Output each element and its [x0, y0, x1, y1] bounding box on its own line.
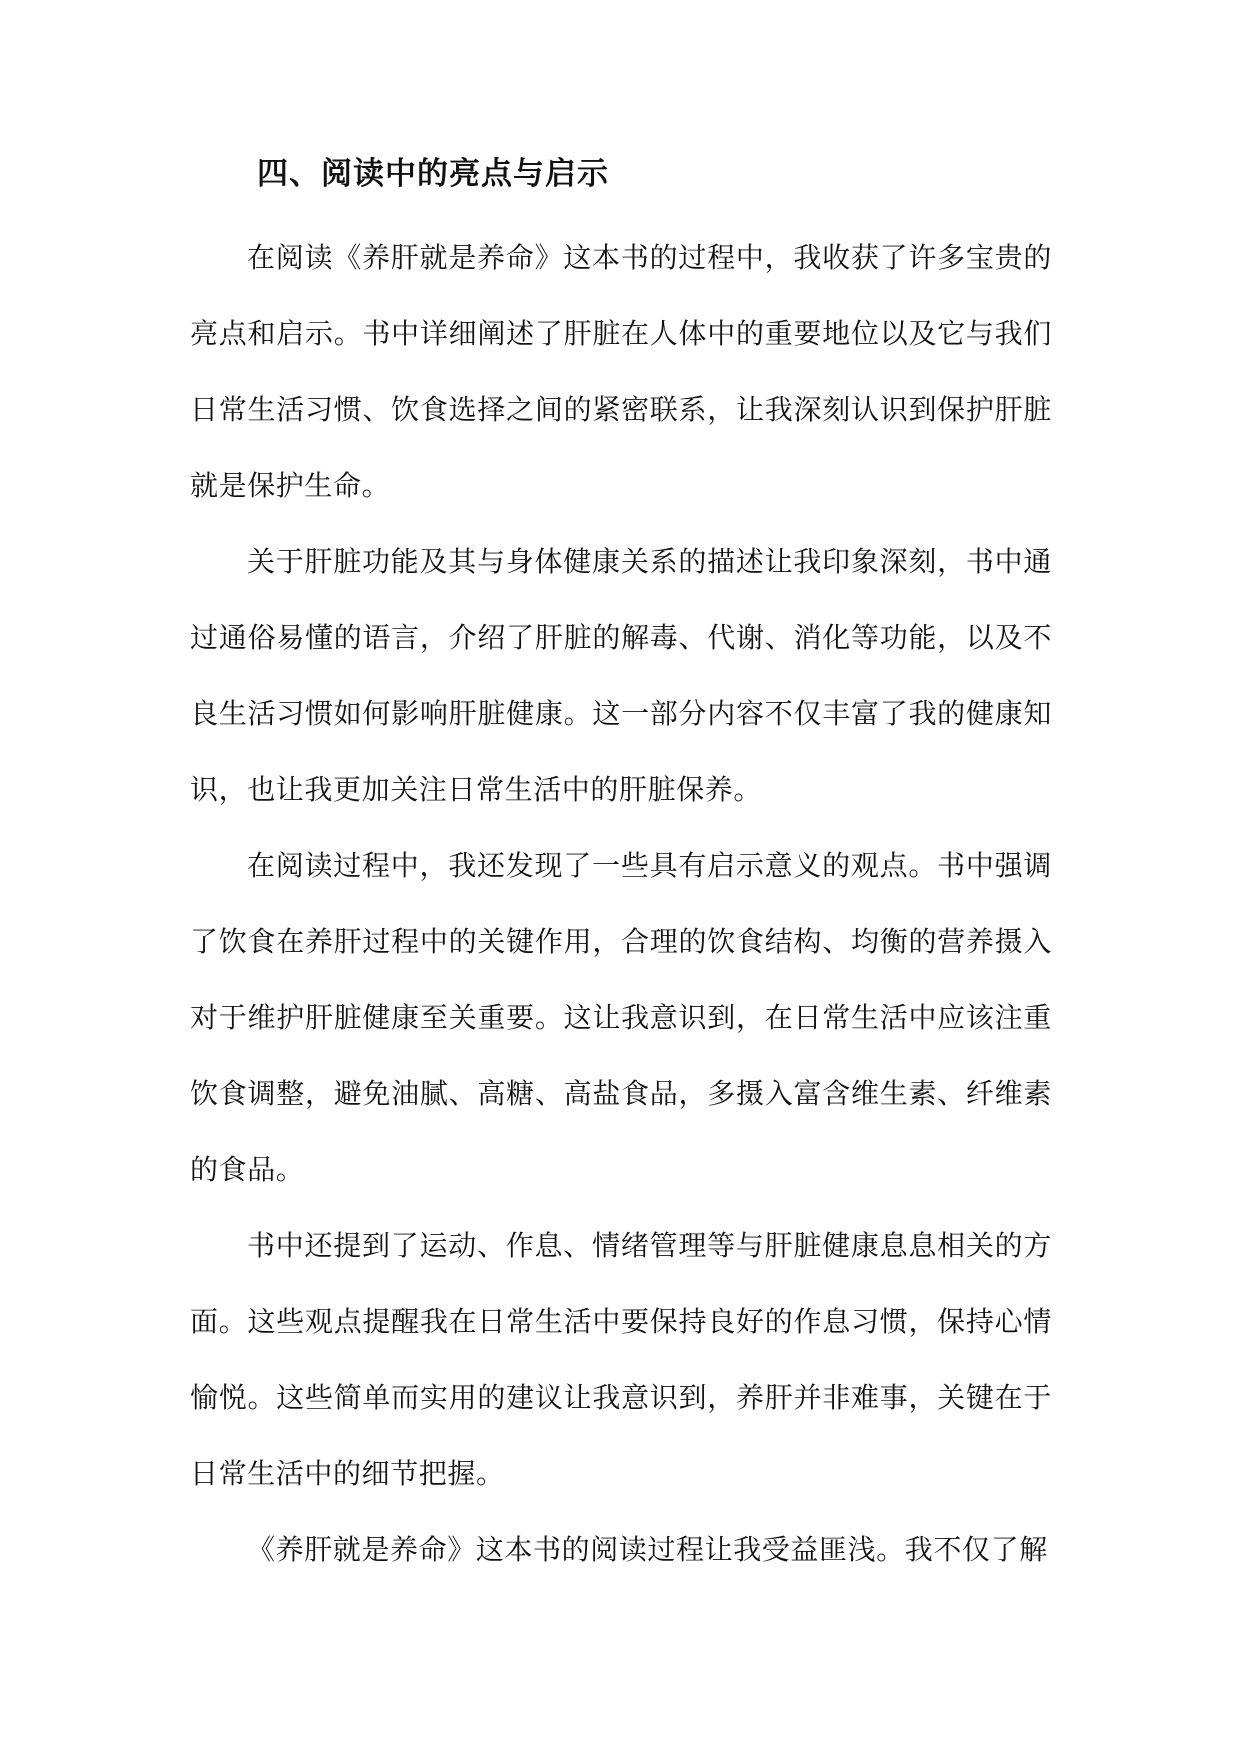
paragraph-4: 书中还提到了运动、作息、情绪管理等与肝脏健康息息相关的方面。这些观点提醒我在日常生活中要保持良好的作息习惯，保持心情愉悦。这些简单而实用的建议让我意识到，养肝并非难事，关键在于日常生活中的细节把握。 — [190, 1229, 1052, 1490]
body-text — [190, 220, 1052, 1588]
paragraph-3: 在阅读过程中，我还发现了一些具有启示意义的观点。书中强调了饮食在养肝过程中的关键作用，合理的饮食结构、均衡的营养摄入对于维护肝脏健康至关重要。这让我意识到，在日常生活中应该注重饮食调整，避免油腻、高糖、高盐食品，多摄入富含维生素、纤维素的食品。 — [190, 849, 1052, 1186]
paragraph-5: 《养肝就是养命》这本书的阅读过程让我受益匪浅。我不仅了解 — [247, 1533, 1048, 1566]
paragraph-1: 在阅读《养肝就是养命》这本书的过程中，我收获了许多宝贵的亮点和启示。书中详细阐述了肝脏在人体中的重要地位以及它与我们日常生活习惯、饮食选择之间的紧密联系，让我深刻认识到保护肝脏就是保护生命。 — [190, 241, 1052, 502]
section-heading: 四、阅读中的亮点与启示 — [257, 156, 609, 192]
paragraph-2: 关于肝脏功能及其与身体健康关系的描述让我印象深刻，书中通过通俗易懂的语言，介绍了肝脏的解毒、代谢、消化等功能，以及不良生活习惯如何影响肝脏健康。这一部分内容不仅丰富了我的健康知识，也让我更加关注日常生活中的肝脏保养。 — [190, 545, 1052, 806]
